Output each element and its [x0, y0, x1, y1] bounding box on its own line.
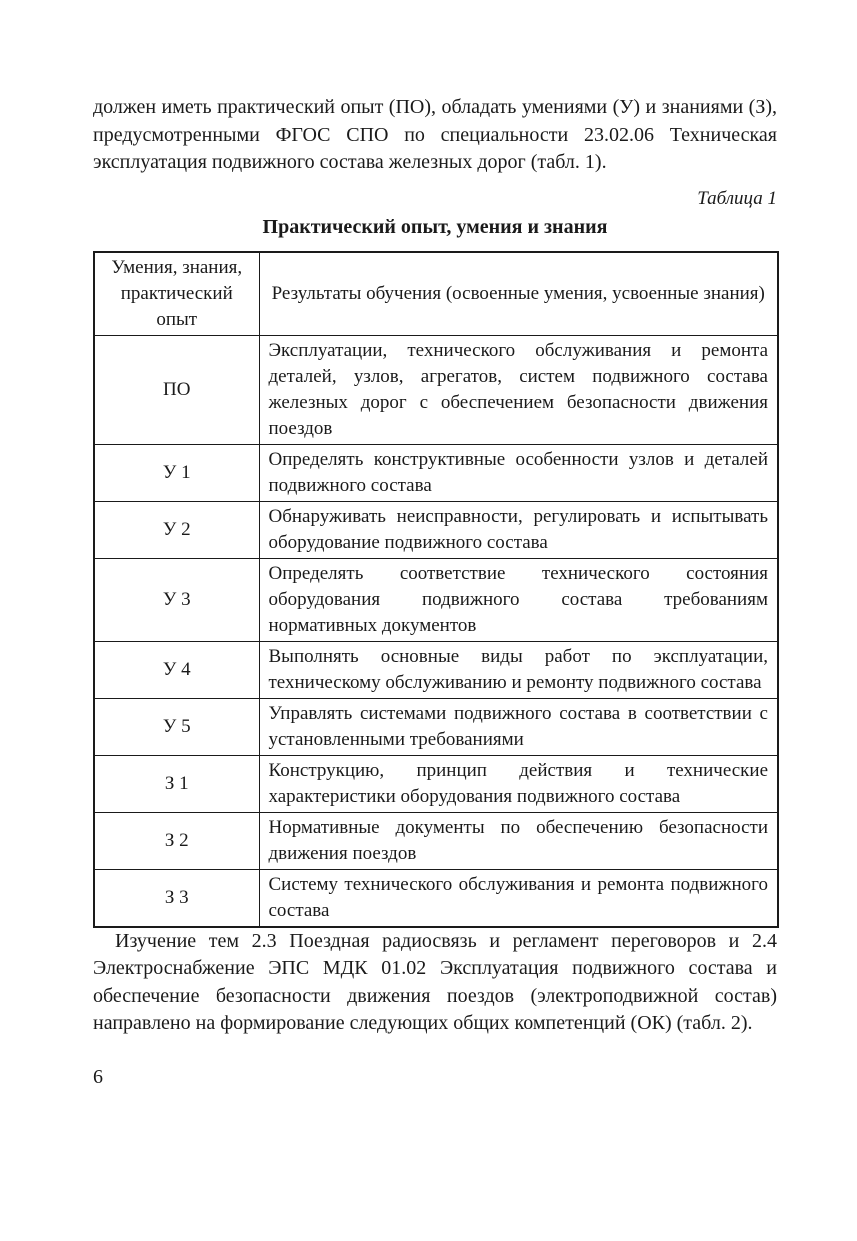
row-result: Обнаруживать неисправности, регулировать и испытывать оборудование подвижного состава — [259, 501, 778, 558]
table-row — [94, 869, 778, 927]
table-row — [94, 335, 778, 444]
row-code: З 1 — [94, 755, 259, 812]
table-header — [94, 252, 778, 336]
top-paragraph: должен иметь практический опыт (ПО), обладать умениями (У) и знаниями (З), предусмотренными ФГОС СПО по специальности 23.02.06 Техническая эксплуатация подвижного состава железных дорог (табл. 1). — [93, 96, 777, 173]
row-code: ПО — [94, 335, 259, 444]
table-row — [94, 641, 778, 698]
table-header-row — [94, 252, 778, 336]
table-title: Практический опыт, умения и знания — [262, 215, 608, 238]
table-caption: Таблица 1 — [697, 187, 777, 209]
row-result: Конструкцию, принцип действия и технические характеристики оборудования подвижного состава — [259, 755, 778, 812]
row-result: Выполнять основные виды работ по эксплуатации, техническому обслуживанию и ремонту подвижного состава — [259, 641, 778, 698]
results-table — [93, 251, 779, 928]
row-result: Нормативные документы по обеспечению безопасности движения поездов — [259, 812, 778, 869]
table-row — [94, 812, 778, 869]
table-row — [94, 698, 778, 755]
table-row — [94, 501, 778, 558]
row-result: Систему технического обслуживания и ремонта подвижного состава — [259, 869, 778, 927]
table-row — [94, 755, 778, 812]
row-code: З 2 — [94, 812, 259, 869]
row-code: У 4 — [94, 641, 259, 698]
row-code: У 2 — [94, 501, 259, 558]
row-code: У 1 — [94, 444, 259, 501]
row-result: Определять соответствие технического состояния оборудования подвижного состава требованиям нормативных документов — [259, 558, 778, 641]
table-body — [94, 335, 778, 927]
row-result: Определять конструктивные особенности узлов и деталей подвижного состава — [259, 444, 778, 501]
row-code: У 3 — [94, 558, 259, 641]
table-row — [94, 444, 778, 501]
row-result: Эксплуатации, технического обслуживания и ремонта деталей, узлов, агрегатов, систем подвижного состава железных дорог с обеспечением безопасности движения поездов — [259, 335, 778, 444]
row-code: З 3 — [94, 869, 259, 927]
page-number: 6 — [93, 1065, 103, 1088]
bottom-paragraph: Изучение тем 2.3 Поездная радиосвязь и регламент переговоров и 2.4 Электроснабжение ЭПС МДК 01.02 Эксплуатация подвижного состава и обеспечение безопасности движения поездов (электроподвижной состав) направлено на формирование следующих общих компетенций (ОК) (табл. 2). — [93, 929, 777, 1034]
row-result: Управлять системами подвижного состава в соответствии с установленными требованиями — [259, 698, 778, 755]
table-row — [94, 558, 778, 641]
header-cell-results: Результаты обучения (освоенные умения, усвоенные знания) — [259, 252, 778, 336]
row-code: У 5 — [94, 698, 259, 755]
header-cell-codes: Умения, знания, практический опыт — [94, 252, 259, 336]
